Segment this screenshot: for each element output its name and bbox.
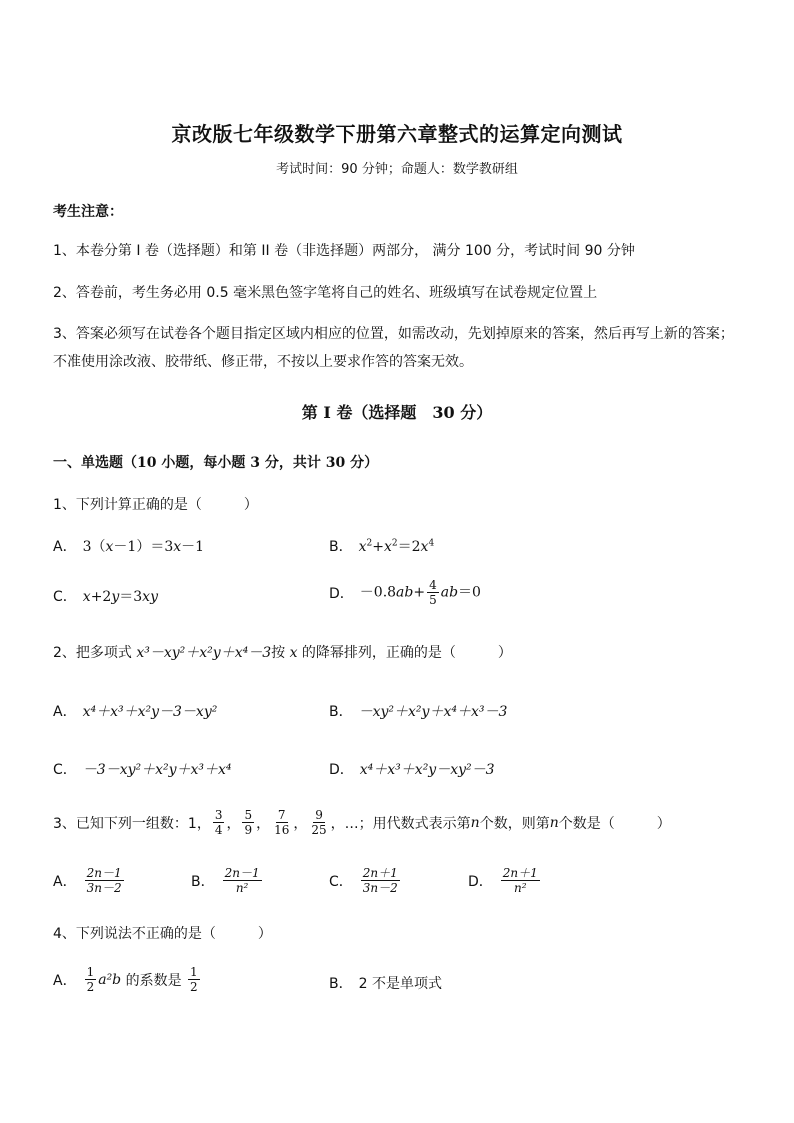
q1-option-a [53, 536, 204, 556]
q1-option-c [53, 586, 158, 606]
question-2-stem: 2、把多项式 x³－xy²＋x²y＋x⁴－3按 x 的降幂排列，正确的是（ ） [53, 645, 512, 661]
option-label: D． [329, 585, 354, 602]
option-label: A． [53, 704, 77, 720]
option-label: D． [329, 762, 354, 778]
part-title: 一、单选题（10 小题，每小题 3 分，共计 30 分） [53, 455, 379, 471]
option-expression: $\frac{2n-1}{3n-2}$ [86, 866, 122, 895]
option-expression: $\frac{2n-1}{\text{n²}}$ [224, 866, 260, 895]
page-title: 京改版七年级数学下册第六章整式的运算定向测试 [171, 122, 623, 146]
option-expression: $\frac{1}{2}$ a²b 的系数是 $\frac{1}{2}$ [86, 965, 198, 994]
notice-item-2: 2、答卷前，考生务必用 0.5 毫米黑色签字笔将自己的姓名、班级填写在试卷规定位置上 [53, 285, 598, 301]
q4-option-a [53, 965, 202, 994]
q3-option-b [191, 866, 264, 895]
option-expression: －xy²＋x²y＋x⁴＋x³－3 [358, 704, 508, 720]
q1-option-d [329, 578, 481, 607]
q2-option-c [53, 759, 232, 779]
question-1-stem: 1、下列计算正确的是（ ） [53, 497, 258, 513]
option-label: C． [53, 762, 77, 778]
option-label: B． [191, 873, 215, 890]
q3-option-a [53, 866, 126, 895]
option-label: A． [53, 539, 77, 555]
q1-option-b [329, 536, 434, 556]
option-expression: $\frac{2n+1}{3n-2}$ [362, 866, 398, 895]
q3-option-c [329, 866, 402, 895]
question-3-stem: 3、已知下列一组数：1， $\frac{3}{4}$ ， $\frac{5}{9}$ ， $\frac{7}{16}$ ， $\frac{9}{25}$ ，…；用代数式表示第 n 个数，则第 n 个数是（ ） [53, 808, 671, 837]
option-expression: x⁴＋x³＋x²y－3－xy² [82, 704, 218, 720]
q2-option-b [329, 701, 507, 721]
notice-item-1: 1、本卷分第 I 卷（选择题）和第 II 卷（非选择题）两部分， 满分 100 分，考试时间 90 分钟 [53, 243, 635, 259]
option-expression: x+2y＝3xy [82, 589, 158, 605]
q2-option-d [329, 759, 495, 779]
option-expression: x⁴＋x³＋x²y－xy²－3 [359, 762, 495, 778]
question-4-stem: 4、下列说法不正确的是（ ） [53, 926, 272, 942]
option-expression: $\frac{2n+1}{\text{n²}}$ [502, 866, 538, 895]
option-label: C． [53, 589, 77, 605]
q3-option-d [468, 866, 542, 895]
option-expression: －0.8ab+ $\frac{4}{5}$ ab＝0 [359, 578, 481, 607]
option-label: C． [329, 873, 353, 890]
option-label: A． [53, 972, 77, 989]
option-expression: $x^2+x^2=2x^4$ [358, 538, 435, 555]
option-expression: －3－xy²＋x²y＋x³＋x⁴ [82, 762, 232, 778]
option-label: D． [468, 873, 493, 890]
option-label: B． [329, 539, 353, 555]
option-label: B． [329, 704, 353, 720]
exam-info: 考试时间：90 分钟；命题人：数学教研组 [276, 162, 518, 177]
notice-heading: 考生注意： [53, 204, 123, 220]
notice-item-3: 3、答案必须写在试卷各个题目指定区域内相应的位置，如需改动，先划掉原来的答案，然后再写上新的答案；不准使用涂改液、胶带纸、修正带，不按以上要求作答的答案无效。 [53, 326, 734, 370]
q4-option-b [329, 973, 442, 993]
option-label: B． [329, 976, 353, 992]
q2-option-a [53, 701, 217, 721]
option-expression: 2 不是单项式 [358, 976, 442, 992]
option-label: A． [53, 873, 77, 890]
option-expression: 3（x－1）＝3x－1 [82, 539, 205, 555]
section-title: 第 I 卷（选择题 30 分） [301, 403, 493, 422]
